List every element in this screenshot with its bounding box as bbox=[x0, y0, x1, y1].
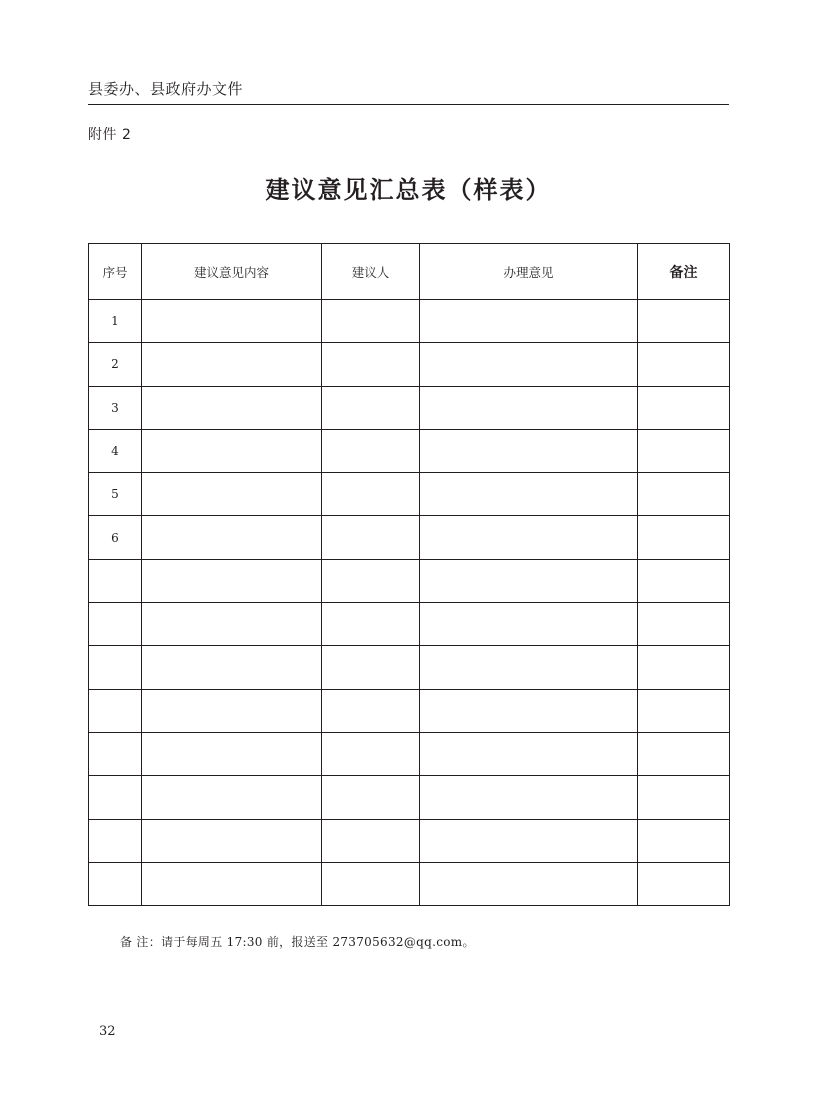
cell-content bbox=[142, 732, 322, 775]
cell-handling bbox=[420, 300, 638, 343]
cell-remark bbox=[638, 776, 730, 819]
column-header-index: 序号 bbox=[89, 244, 142, 300]
column-header-proposer: 建议人 bbox=[322, 244, 420, 300]
cell-remark bbox=[638, 819, 730, 862]
cell-content bbox=[142, 819, 322, 862]
cell-content bbox=[142, 646, 322, 689]
cell-content bbox=[142, 603, 322, 646]
table-row bbox=[89, 862, 730, 905]
cell-handling bbox=[420, 776, 638, 819]
table-row bbox=[89, 429, 730, 472]
cell-handling bbox=[420, 386, 638, 429]
cell-index bbox=[89, 646, 142, 689]
column-header-content: 建议意见内容 bbox=[142, 244, 322, 300]
table-row bbox=[89, 689, 730, 732]
cell-content bbox=[142, 559, 322, 602]
attachment-label: 附件 2 bbox=[88, 127, 132, 143]
cell-proposer bbox=[322, 343, 420, 386]
cell-proposer bbox=[322, 776, 420, 819]
table-header-row bbox=[89, 244, 730, 300]
column-header-handling: 办理意见 bbox=[420, 244, 638, 300]
cell-remark bbox=[638, 386, 730, 429]
page-number: 32 bbox=[99, 1024, 116, 1039]
cell-content bbox=[142, 862, 322, 905]
cell-index: 3 bbox=[89, 386, 142, 429]
cell-remark bbox=[638, 646, 730, 689]
cell-content bbox=[142, 473, 322, 516]
cell-proposer bbox=[322, 300, 420, 343]
cell-proposer bbox=[322, 603, 420, 646]
cell-index bbox=[89, 559, 142, 602]
cell-proposer bbox=[322, 819, 420, 862]
table-row bbox=[89, 776, 730, 819]
cell-handling bbox=[420, 603, 638, 646]
cell-remark bbox=[638, 689, 730, 732]
cell-proposer bbox=[322, 429, 420, 472]
table-row bbox=[89, 343, 730, 386]
table-row bbox=[89, 732, 730, 775]
cell-index bbox=[89, 819, 142, 862]
cell-content bbox=[142, 689, 322, 732]
cell-remark bbox=[638, 732, 730, 775]
cell-index bbox=[89, 732, 142, 775]
table-row bbox=[89, 559, 730, 602]
cell-content bbox=[142, 386, 322, 429]
cell-handling bbox=[420, 429, 638, 472]
cell-handling bbox=[420, 732, 638, 775]
table-row bbox=[89, 386, 730, 429]
cell-index bbox=[89, 603, 142, 646]
cell-content bbox=[142, 300, 322, 343]
cell-remark bbox=[638, 862, 730, 905]
summary-table bbox=[88, 243, 730, 906]
cell-index: 4 bbox=[89, 429, 142, 472]
table-row bbox=[89, 646, 730, 689]
cell-proposer bbox=[322, 516, 420, 559]
column-header-remark: 备注 bbox=[638, 244, 730, 300]
cell-handling bbox=[420, 516, 638, 559]
cell-remark bbox=[638, 516, 730, 559]
document-title: 建议意见汇总表（样表） bbox=[265, 175, 552, 204]
cell-remark bbox=[638, 473, 730, 516]
cell-proposer bbox=[322, 689, 420, 732]
cell-proposer bbox=[322, 862, 420, 905]
cell-remark bbox=[638, 603, 730, 646]
table-row bbox=[89, 603, 730, 646]
footnote: 备 注：请于每周五 17:30 前，报送至 273705632@qq.com。 bbox=[120, 935, 475, 949]
cell-proposer bbox=[322, 386, 420, 429]
cell-handling bbox=[420, 343, 638, 386]
cell-index: 1 bbox=[89, 300, 142, 343]
cell-content bbox=[142, 343, 322, 386]
cell-index: 2 bbox=[89, 343, 142, 386]
cell-index bbox=[89, 776, 142, 819]
cell-content bbox=[142, 429, 322, 472]
table-row bbox=[89, 300, 730, 343]
cell-remark bbox=[638, 343, 730, 386]
cell-content bbox=[142, 776, 322, 819]
cell-proposer bbox=[322, 646, 420, 689]
cell-proposer bbox=[322, 559, 420, 602]
table-body bbox=[89, 300, 730, 906]
header-divider bbox=[88, 104, 729, 105]
cell-remark bbox=[638, 429, 730, 472]
cell-handling bbox=[420, 473, 638, 516]
cell-index bbox=[89, 689, 142, 732]
cell-remark bbox=[638, 559, 730, 602]
cell-handling bbox=[420, 862, 638, 905]
cell-handling bbox=[420, 559, 638, 602]
table-row bbox=[89, 516, 730, 559]
cell-index: 6 bbox=[89, 516, 142, 559]
cell-proposer bbox=[322, 473, 420, 516]
running-header: 县委办、县政府办文件 bbox=[88, 80, 244, 98]
cell-handling bbox=[420, 646, 638, 689]
cell-index bbox=[89, 862, 142, 905]
cell-content bbox=[142, 516, 322, 559]
table-row bbox=[89, 819, 730, 862]
cell-handling bbox=[420, 689, 638, 732]
cell-handling bbox=[420, 819, 638, 862]
cell-proposer bbox=[322, 732, 420, 775]
table-row bbox=[89, 473, 730, 516]
cell-remark bbox=[638, 300, 730, 343]
cell-index: 5 bbox=[89, 473, 142, 516]
